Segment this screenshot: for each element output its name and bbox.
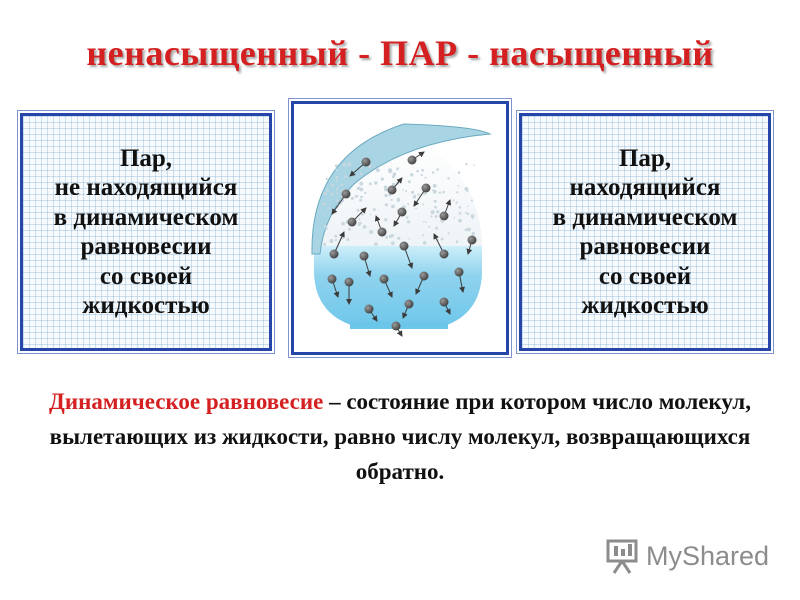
vapor-speckle (434, 206, 437, 209)
vapor-speckle (465, 229, 468, 232)
definition-body: – состояние при котором число молекул, вылетающих из жидкости, равно числу молекул, возвращающихся обратно. (49, 389, 751, 484)
saturated-line-5: со своей (598, 262, 692, 290)
molecule (362, 158, 371, 167)
vapor-speckle (391, 241, 395, 245)
vapor-speckle (465, 187, 469, 191)
vapor-speckle (373, 208, 376, 211)
vapor-speckle (325, 227, 328, 230)
vapor-speckle (392, 175, 395, 178)
vapor-speckle (340, 190, 342, 192)
vapor-speckle (422, 203, 424, 205)
watermark-text: MyShared (646, 540, 770, 571)
vapor-speckle (337, 192, 339, 194)
vapor-speckle (363, 225, 367, 229)
vapor-speckle (359, 199, 362, 202)
vapor-speckle (458, 171, 461, 174)
molecule (468, 236, 477, 245)
vapor-speckle (334, 235, 337, 238)
vapor-speckle (472, 217, 474, 219)
vapor-speckle (344, 175, 346, 177)
vapor-speckle (409, 238, 411, 240)
unsaturated-line-4: равновесии (80, 233, 212, 260)
molecule (378, 228, 387, 237)
vapor-speckle (436, 168, 439, 171)
vapor-speckle (421, 174, 423, 176)
vapor-speckle (335, 176, 338, 179)
molecule (380, 275, 389, 284)
vapor-speckle (405, 190, 407, 192)
unsaturated-line-1: Пар, (119, 144, 173, 172)
vapor-speckle (448, 232, 450, 234)
vapor-speckle (388, 168, 392, 172)
molecule (348, 218, 357, 227)
vapor-speckle (384, 194, 387, 197)
unsaturated-line-5: со своей (99, 262, 193, 290)
unsaturated-line-2: не находящийся (54, 174, 238, 201)
vapor-vessel-illustration (291, 101, 509, 355)
vapor-speckle (369, 183, 372, 186)
vapor-speckle (361, 213, 364, 216)
vapor-speckle (381, 178, 384, 181)
vapor-speckle (423, 241, 427, 245)
molecule (328, 275, 337, 284)
vapor-speckle (430, 215, 432, 217)
vapor-speckle (434, 200, 437, 203)
vapor-speckle (396, 168, 398, 170)
saturated-line-4: равновесии (579, 233, 711, 260)
vapor-speckle (459, 212, 462, 215)
vapor-speckle (326, 178, 328, 180)
vapor-speckle (346, 238, 349, 241)
vapor-speckle (472, 232, 475, 235)
vapor-speckle (467, 205, 469, 207)
vapor-speckle (471, 199, 473, 201)
vapor-speckle (335, 239, 337, 241)
vapor-speckle (324, 192, 327, 195)
molecule (330, 250, 339, 259)
vapor-speckle (323, 203, 326, 206)
vapor-speckle (417, 193, 419, 195)
vapor-speckle (342, 163, 345, 166)
vapor-speckle (433, 184, 437, 188)
vapor-speckle (447, 177, 449, 179)
saturated-vapor-box (519, 113, 771, 351)
vapor-speckle (358, 222, 361, 225)
vapor-speckle (441, 238, 444, 241)
vapor-speckle (357, 209, 360, 212)
vapor-speckle (324, 225, 327, 228)
vapor-speckle (392, 234, 394, 236)
molecule (345, 278, 354, 287)
vapor-speckle (335, 164, 338, 167)
watermark (606, 536, 769, 576)
vapor-speckle (440, 220, 442, 222)
vapor-speckle (415, 207, 417, 209)
vapor-speckle (330, 239, 334, 243)
saturated-line-3: в динамическом (552, 203, 738, 231)
definition-text (20, 384, 780, 489)
unsaturated-line-3: в динамическом (53, 203, 239, 231)
vapor-speckle (357, 195, 359, 197)
saturated-line-2: находящийся (569, 174, 721, 201)
vapor-speckle (369, 230, 373, 234)
vapor-speckle (359, 182, 363, 186)
molecule (455, 268, 464, 277)
vapor-speckle (364, 192, 366, 194)
vapor-speckle (410, 173, 413, 176)
vapor-speckle (465, 212, 467, 214)
vapor-speckle (341, 183, 344, 186)
vapor-speckle (391, 199, 393, 201)
vapor-speckle (384, 188, 388, 192)
vapor-speckle (458, 219, 462, 223)
vapor-speckle (432, 189, 434, 191)
vapor-speckle (351, 197, 354, 200)
vapor-speckle (336, 188, 339, 191)
vapor-speckle (323, 243, 326, 246)
molecule (408, 156, 417, 165)
definition-term: Динамическое равновесие (49, 389, 324, 414)
vapor-speckle (335, 169, 337, 171)
molecule (422, 184, 431, 193)
vapor-speckle (336, 180, 338, 182)
vapor-speckle (436, 210, 439, 213)
vapor-speckle (435, 227, 438, 230)
molecule (420, 272, 429, 281)
vapor-speckle (374, 242, 378, 246)
vapor-speckle (348, 228, 351, 231)
vapor-speckle (341, 222, 345, 226)
page-title: ненасыщенный - ПАР - насыщенный (86, 33, 714, 73)
molecule (392, 322, 401, 331)
molecule (440, 250, 449, 259)
presentation-board-icon (606, 537, 640, 575)
vapor-liquid-vessel-icon (294, 104, 506, 352)
vapor-speckle (456, 191, 458, 193)
molecule (405, 300, 414, 309)
vapor-speckle (357, 187, 360, 190)
vapor-speckle (408, 180, 411, 183)
vapor-speckle (428, 226, 430, 228)
vapor-speckle (454, 217, 456, 219)
vapor-speckle (324, 214, 326, 216)
vapor-speckle (373, 165, 375, 167)
vapor-speckle (425, 177, 427, 179)
vapor-speckle (327, 207, 329, 209)
vapor-speckle (385, 203, 388, 206)
vapor-speckle (402, 189, 404, 191)
vapor-speckle (425, 221, 427, 223)
vapor-speckle (326, 189, 328, 191)
vapor-speckle (330, 193, 333, 196)
vapor-speckle (458, 185, 460, 187)
vapor-speckle (407, 203, 409, 205)
vapor-speckle (473, 164, 475, 166)
unsaturated-vapor-box (20, 113, 272, 351)
molecule (440, 298, 449, 307)
vapor-speckle (358, 218, 360, 220)
vapor-speckle (397, 199, 400, 202)
vapor-speckle (397, 237, 400, 240)
vapor-speckle (360, 173, 362, 175)
vapor-speckle (465, 163, 467, 165)
vapor-speckle (406, 216, 409, 219)
molecule (440, 212, 449, 221)
vapor-speckle (374, 181, 377, 184)
vapor-speckle (385, 236, 388, 239)
vapor-speckle (347, 162, 351, 166)
molecule (400, 242, 409, 251)
vapor-speckle (459, 206, 462, 209)
vapor-speckle (439, 192, 441, 194)
vapor-speckle (467, 213, 469, 215)
vapor-speckle (456, 202, 458, 204)
vapor-speckle (336, 199, 339, 202)
vapor-speckle (331, 184, 334, 187)
molecule (398, 208, 407, 217)
molecule (365, 305, 374, 314)
vapor-speckle (456, 240, 459, 243)
vapor-speckle (431, 210, 435, 214)
vapor-speckle (432, 171, 435, 174)
vapor-speckle (435, 215, 438, 218)
vapor-speckle (360, 188, 364, 192)
vapor-speckle (467, 228, 471, 232)
molecule (342, 190, 351, 199)
vapor-speckle (360, 196, 363, 199)
vapor-speckle (411, 191, 414, 194)
molecule (388, 186, 397, 195)
vapor-speckle (423, 221, 425, 223)
unsaturated-line-6: жидкостью (82, 292, 210, 319)
vapor-speckle (422, 234, 424, 236)
saturated-line-1: Пар, (618, 144, 672, 172)
vapor-speckle (453, 199, 455, 201)
vapor-speckle (391, 205, 395, 209)
vapor-speckle (415, 195, 417, 197)
vapor-speckle (442, 191, 445, 194)
vapor-speckle (389, 235, 392, 238)
saturated-line-6: жидкостью (581, 292, 709, 319)
vapor-speckle (421, 169, 424, 172)
vapor-speckle (407, 220, 410, 223)
vapor-speckle (376, 168, 380, 172)
vapor-speckle (384, 218, 387, 221)
vapor-speckle (370, 214, 372, 216)
molecule (360, 252, 369, 261)
vapor-speckle (416, 170, 419, 173)
